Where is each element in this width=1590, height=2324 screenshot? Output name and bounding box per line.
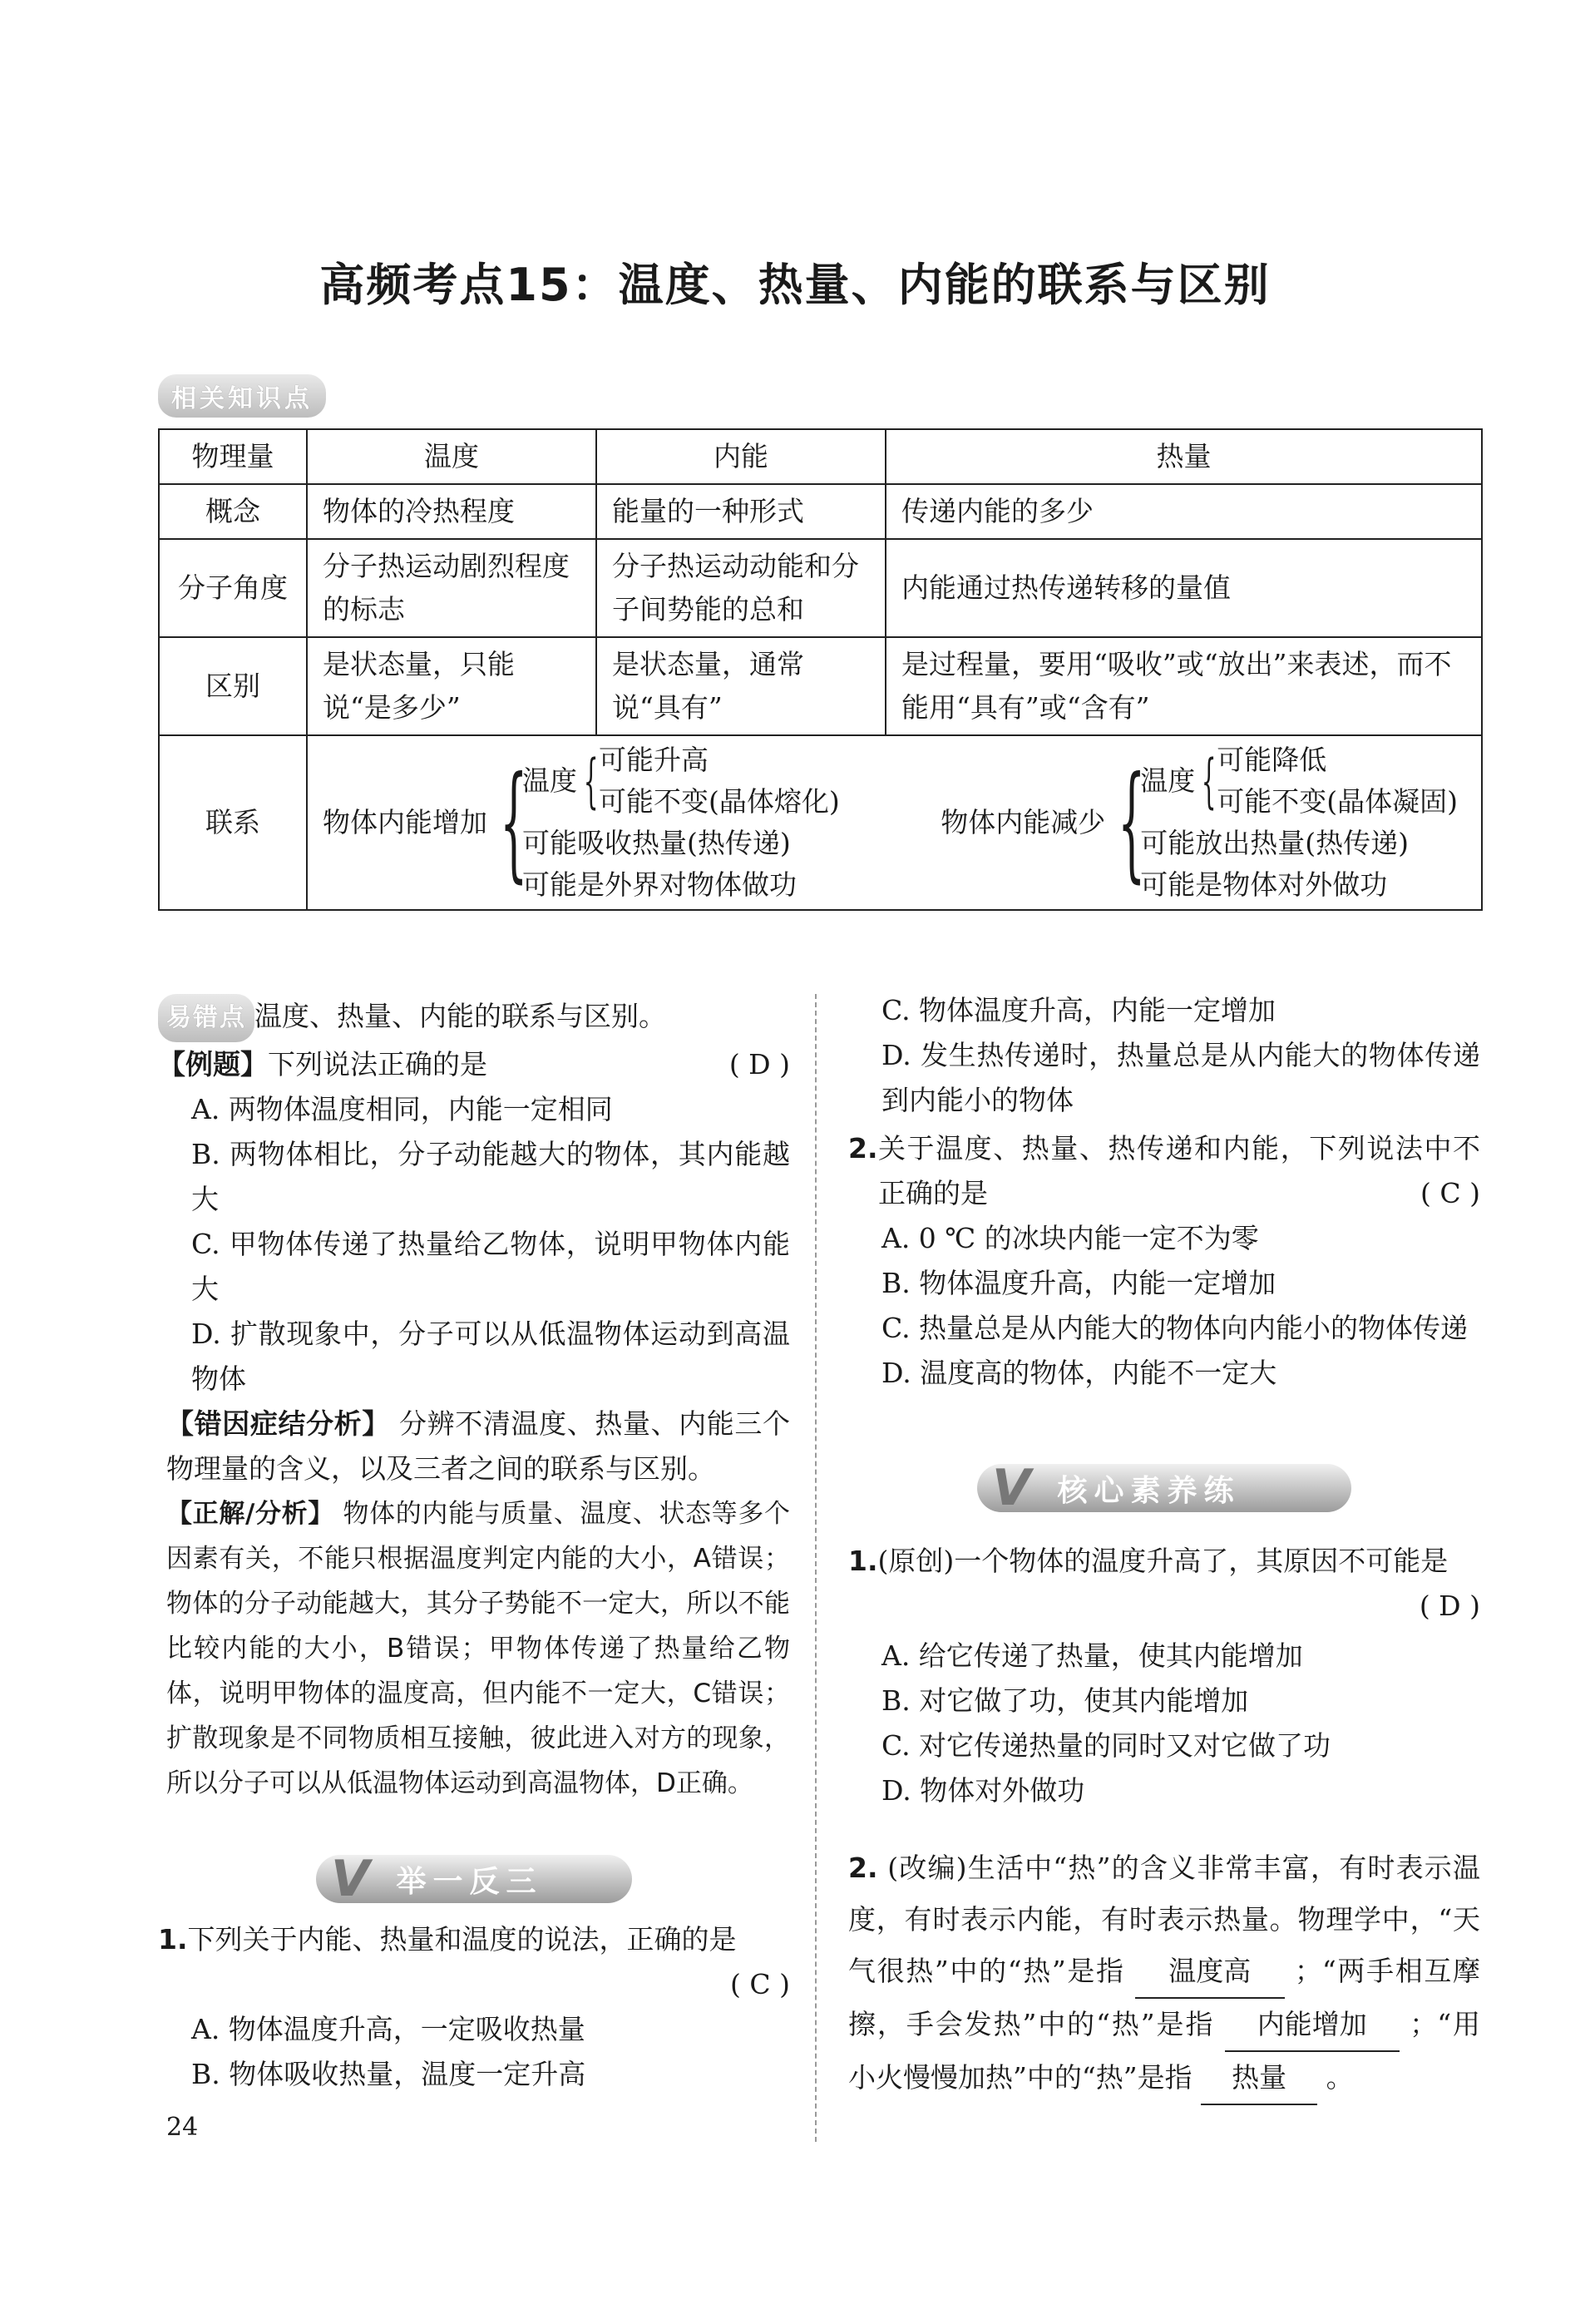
question-option: A. 给它传递了热量，使其内能增加 (881, 1639, 1303, 1672)
question-stem-text: 关于温度、热量、热传递和内能，下列说法中不正确的是 (878, 1132, 1480, 1209)
question-option: D. 温度高的物体，内能不一定大 (881, 1357, 1277, 1389)
table-row (159, 637, 1482, 735)
decrease-b: 可能放出热量(热传递) (1140, 827, 1409, 859)
example-option: C. 甲物体传递了热量给乙物体，说明甲物体内能大 (191, 1228, 790, 1305)
decrease-head: 物体内能减少 (941, 806, 1106, 838)
table-cell: 分子热运动剧烈程度的标志 (307, 539, 596, 637)
table-cell: 传递内能的多少 (886, 484, 1482, 539)
table-header-cell: 温度 (307, 429, 596, 484)
question-stem: 1.(原创)一个物体的温度升高了，其原因不可能是 (848, 1545, 1449, 1577)
question-stem: 1.下列关于内能、热量和温度的说法，正确的是 (158, 1923, 737, 1956)
knowledge-table (158, 428, 1483, 911)
question-option: C. 物体温度升高，内能一定增加 (881, 994, 1276, 1026)
core-q2: 2. (改编)生活中“热”的含义非常丰富，有时表示温度，有时表示内能，有时表示热量。物理学中，“天气很热”中的“热”是指 温度高 ；“两手相互摩擦，手会发热”中的“热”是指 内能增加 ；“用小火慢慢加热”中的“热”是指 热量 。 (848, 1842, 1480, 2105)
table-header-cell: 内能 (596, 429, 886, 484)
decrease-c: 可能是物体对外做功 (1140, 868, 1388, 901)
v-icon: V (992, 1459, 1038, 1517)
v-icon: V (331, 1850, 377, 1908)
table-cell: 区别 (159, 637, 307, 735)
table-header-cell: 热量 (886, 429, 1482, 484)
right-column (848, 988, 1480, 1396)
table-cell: 联系 (159, 735, 307, 910)
page-number: 24 (166, 2113, 199, 2142)
increase-temp-a: 可能升高 (599, 744, 709, 776)
decrease-diagram (941, 739, 1458, 906)
error-analysis: 【错因症结分析】 分辨不清温度、热量、内能三个物理量的含义，以及三者之间的联系与区别。 (166, 1407, 791, 1485)
answer-blank: 内能增加 (1225, 1999, 1400, 2052)
table-header-cell: 物理量 (159, 429, 307, 484)
decrease-temp: 温度 (1140, 764, 1196, 797)
link-cell (307, 735, 1482, 910)
left-q1 (158, 1917, 790, 2097)
decrease-temp-a: 可能降低 (1217, 744, 1327, 776)
answer-blank: 温度高 (1135, 1946, 1285, 1999)
example-answer: ( D ) (728, 1048, 790, 1080)
table-cell: 是过程量，要用“吸收”或“放出”来表述，而不能用“具有”或“含有” (886, 637, 1482, 735)
brace-icon: { (1202, 747, 1217, 815)
question-option: A. 0 ℃ 的冰块内能一定不为零 (881, 1222, 1259, 1254)
question-stem: 2. (848, 1132, 878, 1164)
example-option: D. 扩散现象中，分子可以从低温物体运动到高温物体 (191, 1318, 790, 1395)
question-option: C. 热量总是从内能大的物体向内能小的物体传递 (881, 1312, 1469, 1344)
table-row (159, 539, 1482, 637)
solution-analysis: 【正解/分析】 物体的内能与质量、温度、状态等多个因素有关，不能只根据温度判定内能的大小，A错误；物体的分子动能越大，其分子势能不一定大，所以不能比较内能的大小，B错误；甲物体传递了热量给乙物体，说明甲物体的温度高，但内能不一定大，C错误；扩散现象是不同物质相互接触，彼此进入对方的现象，所以分子可以从低温物体运动到高温物体，D正确。 (166, 1499, 790, 1798)
column-divider (815, 994, 817, 2142)
example-stem: 【例题】下列说法正确的是 ( D ) (158, 1042, 790, 1087)
table-cell: 能量的一种形式 (596, 484, 886, 539)
question-option: B. 对它做了功，使其内能增加 (881, 1684, 1249, 1717)
question-option: D. 发生热传递时，热量总是从内能大的物体传递到内能小的物体 (881, 1039, 1480, 1116)
question-option: D. 物体对外做功 (881, 1774, 1085, 1807)
section-label: 相关知识点 (158, 374, 326, 418)
left-column (158, 994, 790, 1806)
banner-core: V 核心素养练 (977, 1464, 1351, 1512)
question-answer: ( D ) (1419, 1590, 1480, 1622)
brace-icon: { (500, 750, 528, 895)
increase-temp-b: 可能不变(晶体熔化) (599, 785, 840, 818)
table-cell: 是状态量，只能说“是多少” (307, 637, 596, 735)
table-cell: 分子角度 (159, 539, 307, 637)
table-header-row (159, 429, 1482, 484)
increase-temp: 温度 (522, 764, 577, 797)
table-cell: 是状态量，通常说“具有” (596, 637, 886, 735)
question-option: A. 物体温度升高，一定吸收热量 (191, 2013, 585, 2045)
example-option: A. 两物体温度相同，内能一定相同 (191, 1093, 613, 1125)
increase-head: 物体内能增加 (323, 806, 487, 838)
increase-c: 可能是外界对物体做功 (522, 868, 797, 901)
banner-practice: V 举一反三 (316, 1855, 632, 1903)
answer-blank: 热量 (1201, 2052, 1317, 2105)
increase-diagram (323, 739, 840, 906)
table-row (159, 484, 1482, 539)
brace-icon: { (583, 747, 599, 815)
question-answer: ( C ) (1420, 1177, 1480, 1209)
decrease-temp-b: 可能不变(晶体凝固) (1217, 785, 1458, 818)
question-option: B. 物体温度升高，内能一定增加 (881, 1267, 1276, 1299)
table-cell: 分子热运动动能和分子间势能的总和 (596, 539, 886, 637)
easy-error-line: 易错点 温度、热量、内能的联系与区别。 (158, 994, 790, 1042)
increase-b: 可能吸收热量(热传递) (522, 827, 791, 859)
question-answer: ( C ) (730, 1968, 790, 2000)
table-cell: 内能通过热传递转移的量值 (886, 539, 1482, 637)
table-cell: 概念 (159, 484, 307, 539)
question-option: C. 对它传递热量的同时又对它做了功 (881, 1729, 1331, 1762)
page-title: 高频考点15：温度、热量、内能的联系与区别 (319, 259, 1271, 311)
question-option: B. 物体吸收热量，温度一定升高 (191, 2058, 586, 2090)
brace-icon: { (1118, 750, 1146, 895)
example-option: B. 两物体相比，分子动能越大的物体，其内能越大 (191, 1138, 790, 1215)
table-cell: 物体的冷热程度 (307, 484, 596, 539)
core-q1 (848, 1539, 1480, 1813)
table-row (159, 735, 1482, 910)
